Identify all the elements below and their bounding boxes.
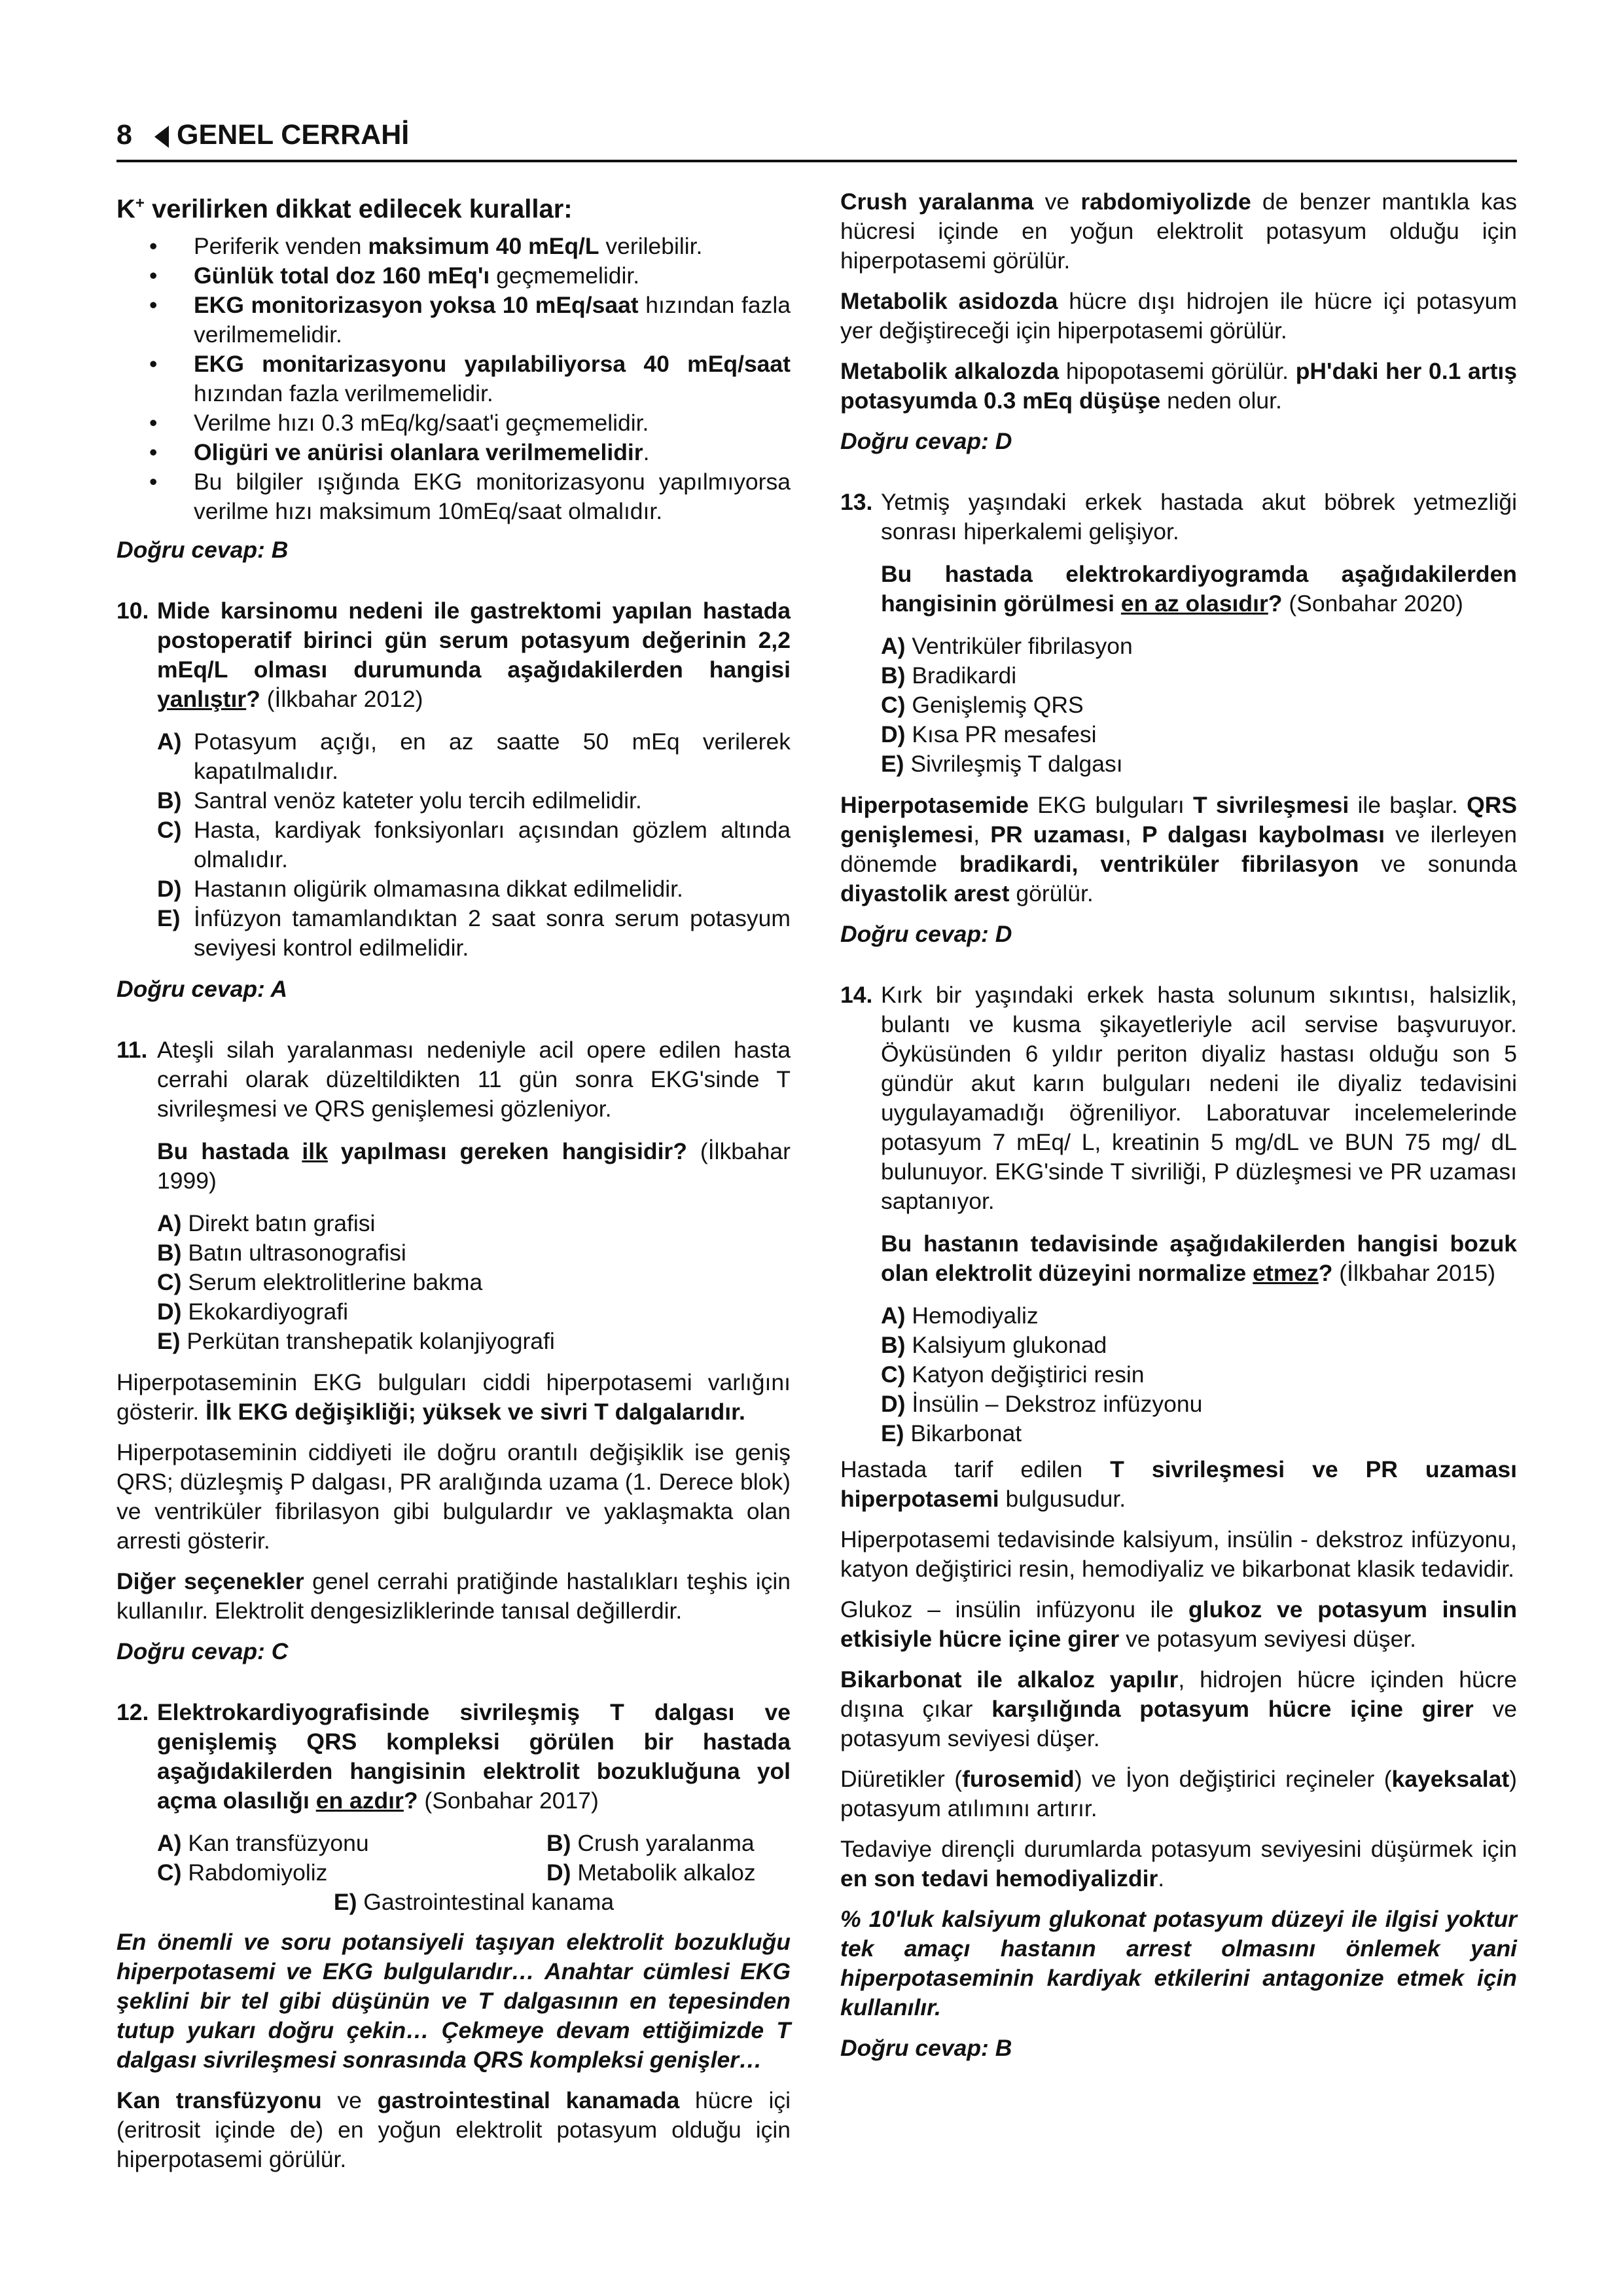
explanation-paragraph: Glukoz – insülin infüzyonu ile glukoz ve potasyum insulin etkisiyle hücre içine girer ve potasyum seviyesi düşer. xyxy=(840,1596,1518,1652)
explanation-paragraph: Tedaviye dirençli durumlarda potasyum seviyesini düşürmek için en son tedavi hemodiyalizdir. xyxy=(840,1836,1517,1892)
list-item: • Oligüri ve anürisi olanlara verilmemelidir. xyxy=(149,439,650,466)
explanation-paragraph: Crush yaralanma ve rabdomiyolizde de benzer mantıkla kas hücresi içinde en yoğun elektrolit potasyum olduğu için hiperpotasemi görülür. xyxy=(840,188,1517,274)
right-column xyxy=(840,187,1517,2094)
question-11: 11. Ateşli silah yaralanması nedeniyle acil opere edilen hasta cerrahi olarak düzeltildikten 11 gün sonra EKG'sinde T sivrileşmesi ve QRS genişlemesi gözleniyor. xyxy=(116,1037,791,1122)
answer-label: Doğru cevap: D xyxy=(840,921,1012,947)
options-list xyxy=(116,727,791,963)
option-e: E) Gastrointestinal kanama xyxy=(333,1889,615,1916)
options-list xyxy=(116,1209,791,1356)
option-a: A) Potasyum açığı, en az saatte 50 mEq verilerek kapatılmalıdır. xyxy=(157,728,791,785)
question-number: 14. xyxy=(840,982,873,1008)
options-list xyxy=(840,1301,1517,1448)
page-number: 8 xyxy=(116,119,132,151)
explanation-paragraph: Hastada tarif edilen T sivrileşmesi ve PR uzaması hiperpotasemi bulgusudur. xyxy=(840,1456,1517,1512)
option-b: B) Bradikardi xyxy=(881,662,1017,689)
question-prompt: Bu hastada elektrokardiyogramda aşağıdakilerden hangisinin görülmesi en az olasıdır? (Sonbahar 2020) xyxy=(881,561,1517,617)
option-c: C) Genişlemiş QRS xyxy=(881,692,1084,718)
explanation-paragraph: Metabolik alkalozda hipopotasemi görülür. pH'daki her 0.1 artış potasyumda 0.3 mEq düşüşe neden olur. xyxy=(840,358,1517,414)
explanation-paragraph: Hiperpotaseminin ciddiyeti ile doğru orantılı değişiklik ise geniş QRS; düzleşmiş P dalgası, PR aralığında uzama (1. Derece blok) ve ventriküler fibrilasyon gibi bulgulardır ve yaklaşmakta olan arresti gösterir. xyxy=(116,1439,791,1554)
list-item: • Bu bilgiler ışığında EKG monitorizasyonu yapılmıyorsa verilme hızı maksimum 10mEq/saat olmalıdır. xyxy=(149,469,791,525)
option-e: E) Perkütan transhepatik kolanjiyografi xyxy=(157,1328,555,1355)
explanation-paragraph: Diüretikler (furosemid) ve İyon değiştirici reçineler (kayeksalat) potasyum atılımını artırır. xyxy=(840,1766,1517,1821)
option-c: C) Rabdomiyoliz xyxy=(157,1859,328,1886)
answer-label: Doğru cevap: C xyxy=(116,1638,289,1665)
options-list xyxy=(840,632,1517,779)
italic-note: % 10'luk kalsiyum glukonat potasyum düzeyi ile ilgisi yoktur tek amaçı hastanın arrest olmasını önlemek yani hiperpotaseminin kardiyak etkilerini antagonize etmek için kullanılır. xyxy=(840,1906,1517,2020)
option-b: B) Batın ultrasonografisi xyxy=(157,1240,406,1266)
k-rules-list xyxy=(116,232,791,526)
option-d: D) Kısa PR mesafesi xyxy=(881,721,1097,747)
question-prompt: Bu hastanın tedavisinde aşağıdakilerden hangisi bozuk olan elektrolit düzeyini normalize etmez? (İlkbahar 2015) xyxy=(881,1230,1517,1286)
question-number: 13. xyxy=(840,489,873,515)
explanation-paragraph: Hiperpotasemide EKG bulguları T sivrileşmesi ile başlar. QRS genişlemesi, PR uzaması, P dalgası kaybolması ve ilerleyen dönemde bradikardi, ventriküler fibrilasyon ve sonunda diyastolik arest görülür. xyxy=(840,792,1518,906)
explanation-paragraph: Bikarbonat ile alkaloz yapılır, hidrojen hücre içinden hücre dışına çıkar karşılığında potasyum hücre içine girer ve potasyum seviyesi düşer. xyxy=(840,1666,1517,1751)
list-item: • EKG monitorizasyon yoksa 10 mEq/saat hızından fazla verilmemelidir. xyxy=(149,292,791,348)
option-c: C) Serum elektrolitlerine bakma xyxy=(157,1269,483,1296)
question-number: 11. xyxy=(116,1037,148,1064)
option-e: E) Bikarbonat xyxy=(881,1420,1022,1446)
explanation-paragraph: Kan transfüzyonu ve gastrointestinal kanamada hücre içi (eritrosit içinde de) en yoğun elektrolit potasyum olduğu için hiperpotasemi görülür. xyxy=(116,2087,791,2173)
explanation-paragraph: Metabolik asidozda hücre dışı hidrojen ile hücre içi potasyum yer değiştireceği için hiperpotasemi görülür. xyxy=(840,288,1517,344)
option-d: D) Metabolik alkaloz xyxy=(546,1859,756,1886)
option-c: C) Hasta, kardiyak fonksiyonları açısından gözlem altında olmalıdır. xyxy=(157,817,791,873)
option-c: C) Katyon değiştirici resin xyxy=(881,1361,1145,1388)
explanation-paragraph: Hiperpotaseminin EKG bulguları ciddi hiperpotasemi varlığını gösterir. İlk EKG değişikliği; yüksek ve sivri T dalgalarıdır. xyxy=(116,1369,791,1426)
question-13: 13. Yetmiş yaşındaki erkek hastada akut böbrek yetmezliği sonrası hiperkalemi gelişiyor. xyxy=(840,489,1517,545)
option-d: D) Ekokardiyografi xyxy=(157,1299,349,1325)
answer-label: Doğru cevap: A xyxy=(116,976,288,1003)
question-number: 10. xyxy=(116,598,149,624)
question-number: 12. xyxy=(116,1699,149,1726)
left-column xyxy=(116,187,791,2185)
option-d: D) Hastanın oligürik olmamasına dikkat edilmelidir. xyxy=(157,876,683,903)
list-item: • Periferik venden maksimum 40 mEq/L verilebilir. xyxy=(149,233,703,260)
explanation-paragraph: Hiperpotasemi tedavisinde kalsiyum, insülin - dekstroz infüzyonu, katyon değiştirici resin, hemodiyaliz ve bikarbonat klasik tedavidir. xyxy=(840,1526,1517,1582)
question-prompt: Bu hastada ilk yapılması gereken hangisidir? (İlkbahar 1999) xyxy=(157,1138,791,1194)
option-d: D) İnsülin – Dekstroz infüzyonu xyxy=(881,1391,1203,1417)
k-rules-title: K+ verilirken dikkat edilecek kurallar: xyxy=(116,194,573,224)
answer-label: Doğru cevap: B xyxy=(840,2035,1012,2061)
list-item: • Verilme hızı 0.3 mEq/kg/saat'i geçmemelidir. xyxy=(149,410,649,437)
option-b: B) Kalsiyum glukonad xyxy=(881,1332,1107,1358)
answer-label: Doğru cevap: B xyxy=(116,537,289,564)
left-arrow-icon xyxy=(154,126,169,148)
option-b: B) Santral venöz kateter yolu tercih edilmelidir. xyxy=(157,787,642,814)
option-e: E) İnfüzyon tamamlandıktan 2 saat sonra serum potasyum seviyesi kontrol edilmelidir. xyxy=(157,905,791,961)
option-a: A) Hemodiyaliz xyxy=(881,1302,1039,1329)
question-10: 10. Mide karsinomu nedeni ile gastrektomi yapılan hastada postoperatif birinci gün serum potasyum değerinin 2,2 mEq/L olması durumunda aşağıdakilerden hangisi yanlıştır? (İlkbahar 2012) xyxy=(116,598,791,713)
list-item: • Günlük total doz 160 mEq'ı geçmemelidir. xyxy=(149,262,640,289)
option-b: B) Crush yaralanma xyxy=(546,1830,755,1857)
page-header xyxy=(116,117,1517,162)
option-a: A) Ventriküler fibrilasyon xyxy=(881,633,1133,659)
question-14: 14. Kırk bir yaşındaki erkek hasta solunum sıkıntısı, halsizlik, bulantı ve kusma şikayetleriyle acil servise başvuruyor. Öyküsünden 6 yıldır periton diyaliz hastası olduğu son 5 gündür akut karın bulguları nedeni ile diyaliz tedavisini uygulayamadığı öğreniliyor. Laboratuvar incelemelerinde potasyum 7 mEq/ L, kreatinin 5 mg/dL ve BUN 75 mg/ dL bulunuyor. EKG'sinde T sivriliği, P düzleşmesi ve PR uzaması saptanıyor. xyxy=(840,982,1517,1214)
question-12: 12. Elektrokardiyografisinde sivrileşmiş T dalgası ve genişlemiş QRS kompleksi görülen bir hastada aşağıdakilerden hangisinin elektrolit bozukluğuna yol açma olasılığı en azdır? (Sonbahar 2017) xyxy=(116,1699,791,1814)
option-a: A) Kan transfüzyonu xyxy=(157,1830,369,1857)
answer-label: Doğru cevap: D xyxy=(840,428,1012,454)
list-item: • EKG monitarizasyonu yapılabiliyorsa 40 mEq/saat hızından fazla verilmemelidir. xyxy=(149,351,791,407)
option-e: E) Sivrileşmiş T dalgası xyxy=(881,751,1123,777)
explanation-paragraph: Diğer seçenekler genel cerrahi pratiğinde hastalıkları teşhis için kullanılır. Elektrolit dengesizliklerinde tanısal değillerdir. xyxy=(116,1568,791,1624)
option-a: A) Direkt batın grafisi xyxy=(157,1210,376,1237)
section-title: GENEL CERRAHİ xyxy=(177,119,410,151)
options-grid xyxy=(116,1829,791,1888)
italic-note: En önemli ve soru potansiyeli taşıyan elektrolit bozukluğu hiperpotasemi ve EKG bulgularıdır… Anahtar cümlesi EKG şeklini bir tel gibi düşünün ve T dalgasının en tepesinden tutup yukarı doğru çekin… Çekmeye devam ettiğimizde T dalgası sivrileşmesi sonrasında QRS kompleksi genişler… xyxy=(116,1929,791,2073)
